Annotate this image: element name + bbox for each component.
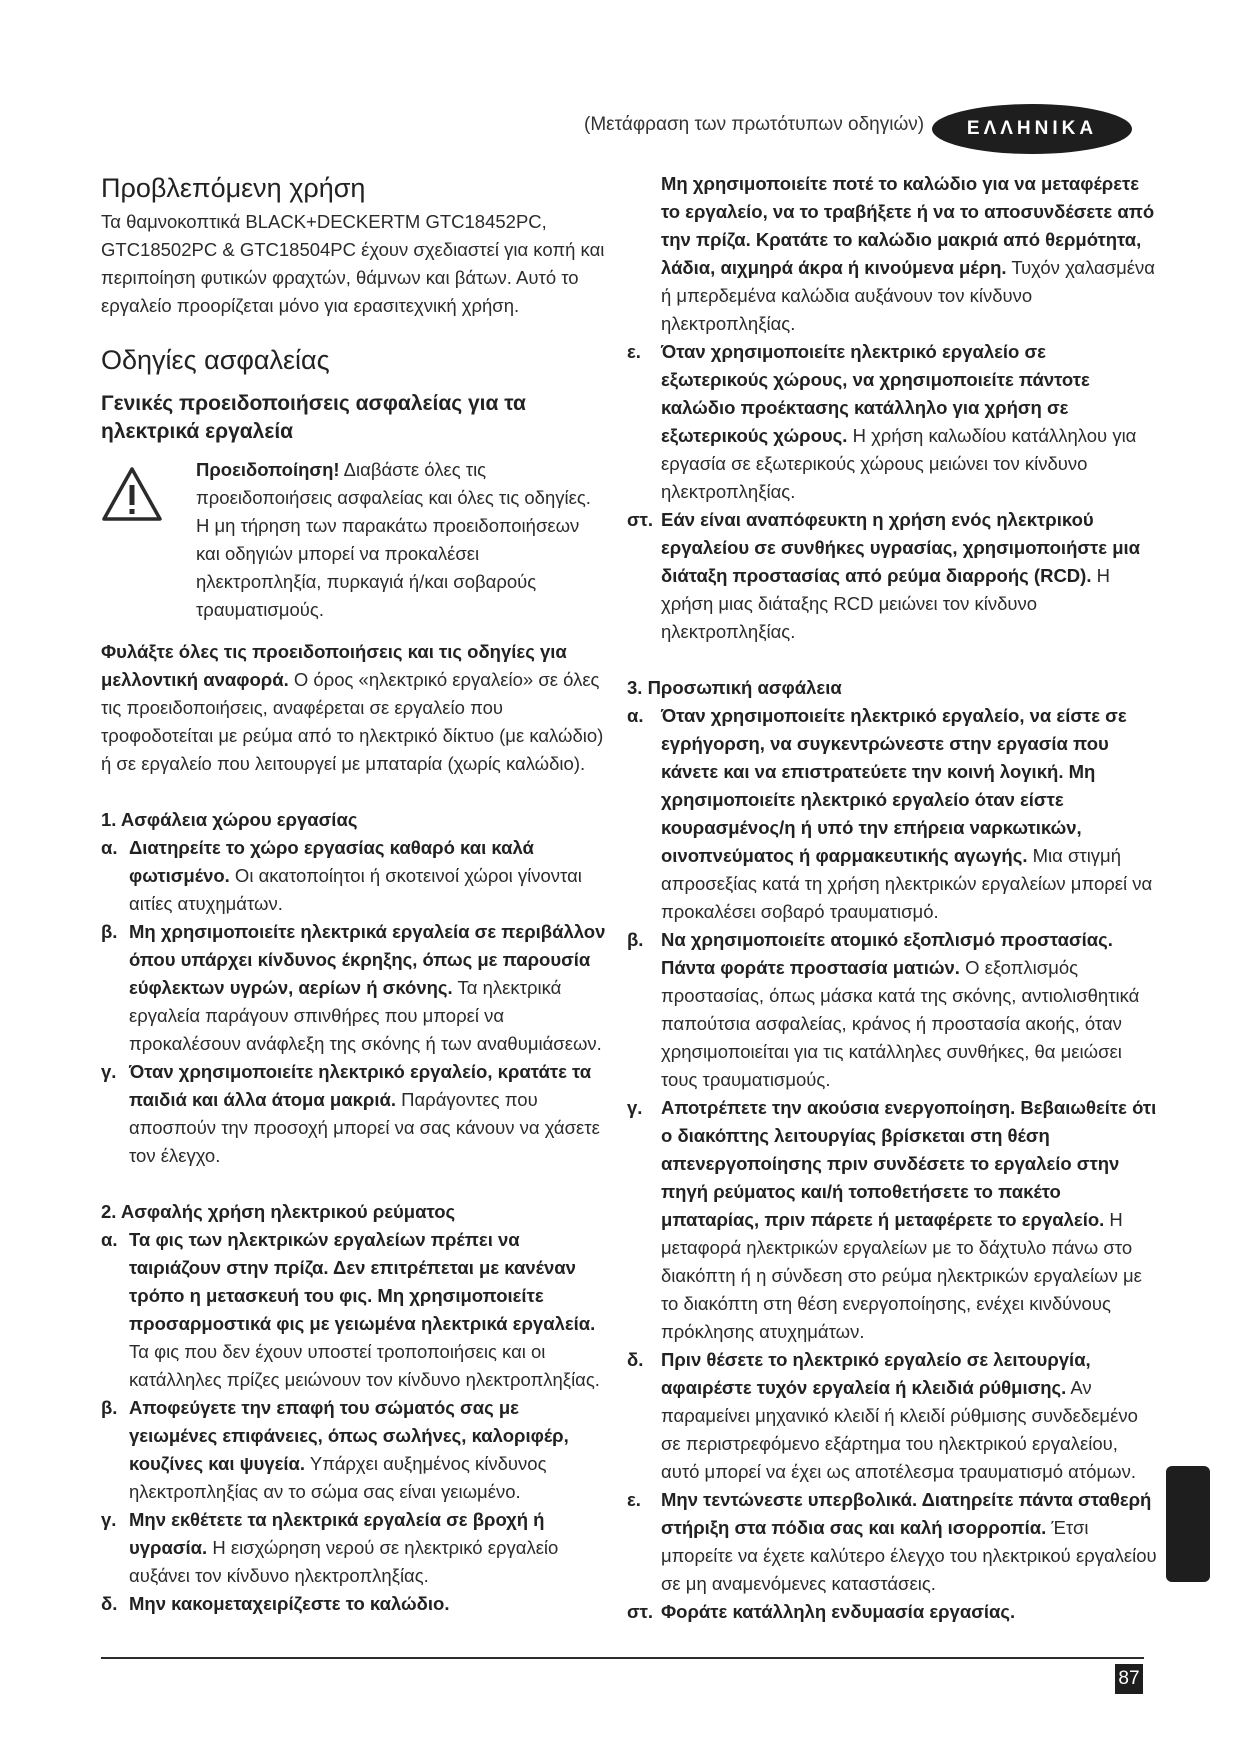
item-text: Η μεταφορά ηλεκτρικών εργαλείων με το δάχτυλο πάνω στο διακόπτη ή η σύνδεση στο ρεύμα ηλεκτρικών εργαλείων με το διακόπτη στη θέση ενεργοποίησης, ενέχει κινδύνους πρόκλησης ατυχημάτων. (661, 1209, 1142, 1342)
warning-label: Προειδοποίηση! (196, 459, 340, 480)
item-label: γ. (627, 1097, 643, 1118)
item-text: Έτσι μπορείτε να έχετε καλύτερο έλεγχο του ηλεκτρικού εργαλείου σε μη αναμενόμενες καταστάσεις. (661, 1517, 1157, 1594)
warning-triangle-icon (101, 456, 196, 624)
item-bold: Μη χρησιμοποιείτε ποτέ το καλώδιο για να μεταφέρετε το εργαλείο, να το τραβήξετε ή να το αποσυνδέσετε από την πρίζα. Κρατάτε το καλώδιο μακριά από θερμότητα, λάδια, αιχμηρά άκρα ή κινούμενα μέρη. (661, 173, 1155, 278)
warning-text (196, 456, 606, 624)
list-item (101, 1058, 606, 1170)
keep-instructions-bold: Φυλάξτε όλες τις προειδοποιήσεις και τις οδηγίες για μελλοντική αναφορά. (101, 641, 567, 690)
page-number: 87 (1115, 1664, 1143, 1694)
item-label: δ. (101, 1593, 118, 1614)
list-item (627, 1094, 1157, 1346)
item-text: Η χρήση μιας διάταξης RCD μειώνει τον κίνδυνο ηλεκτροπληξίας. (661, 565, 1110, 642)
keep-instructions-body: Ο όρος «ηλεκτρικό εργαλείο» σε όλες τις προειδοποιήσεις, αναφέρεται σε εργαλείο που τροφοδοτείται με ρεύμα από το ηλεκτρικό δίκτυο (με καλώδιο) ή σε εργαλείο που λειτουργεί με μπαταρία (χωρίς καλώδιο). (101, 669, 604, 774)
item-label: α. (101, 837, 118, 858)
item-text: Τα ηλεκτρικά εργαλεία παράγουν σπινθήρες που μπορεί να προκαλέσουν ανάφλεξη της σκόνης ή των αναθυμιάσεων. (129, 977, 602, 1054)
list-item (627, 926, 1157, 1094)
list-item (627, 1486, 1157, 1598)
list-item (101, 1506, 606, 1590)
item-bold: Φοράτε κατάλληλη ενδυμασία εργασίας. (661, 1601, 1016, 1622)
section-tab-marker (1166, 1466, 1210, 1582)
electrical-section (101, 1198, 606, 1618)
item-text: Τα φις που δεν έχουν υποστεί τροποποιήσεις και οι κατάλληλες πρίζες μειώνουν τον κίνδυνο ηλεκτροπληξίας. (129, 1341, 600, 1390)
item-bold: Διατηρείτε το χώρο εργασίας καθαρό και καλά φωτισμένο. (129, 837, 534, 886)
list-item (101, 1394, 606, 1506)
item-bold: Μη χρησιμοποιείτε ηλεκτρικά εργαλεία σε περιβάλλον όπου υπάρχει κίνδυνος έκρηξης, όπως με παρουσία εύφλεκτων υγρών, αερίων ή σκόνης. (129, 921, 606, 998)
personal-safety-title: 3. Προσωπική ασφάλεια (627, 677, 842, 698)
work-area-section (101, 806, 606, 1170)
item-bold: Αποφεύγετε την επαφή του σώματός σας με γειωμένες επιφάνειες, όπως σωλήνες, καλοριφέρ, κουζίνες και ψυγεία. (129, 1397, 569, 1474)
item-bold: Μην τεντώνεστε υπερβολικά. Διατηρείτε πάντα σταθερή στήριξη στα πόδια σας και καλή ισορροπία. (661, 1489, 1152, 1538)
list-item (101, 918, 606, 1058)
item-bold: Αποτρέπετε την ακούσια ενεργοποίηση. Βεβαιωθείτε ότι ο διακόπτης λειτουργίας βρίσκεται στη θέση απενεργοποίησης πριν συνδέσετε το εργαλείο στην πηγή ρεύματος και/ή τοποθετήσετε το πακέτο μπαταρίας, πριν πάρετε ή μεταφέρετε το εργαλείο. (661, 1097, 1157, 1230)
list-item (627, 702, 1157, 926)
item-bold: Να χρησιμοποιείτε ατομικό εξοπλισμό προστασίας. Πάντα φοράτε προστασία ματιών. (661, 929, 1113, 978)
item-text: Η χρήση καλωδίου κατάλληλου για εργασία σε εξωτερικούς χώρους μειώνει τον κίνδυνο ηλεκτροπληξίας. (661, 425, 1137, 502)
list-item-continuation (627, 170, 1157, 338)
general-warnings-heading: Γενικές προειδοποιήσεις ασφαλείας για τα ηλεκτρικά εργαλεία (101, 392, 526, 443)
item-text: Υπάρχει αυξημένος κίνδυνος ηλεκτροπληξίας αν το σώμα σας είναι γειωμένο. (129, 1453, 547, 1502)
item-bold: Μην κακομεταχειρίζεστε το καλώδιο. (129, 1593, 450, 1614)
item-label: στ. (627, 1601, 654, 1622)
item-label: ε. (627, 341, 641, 362)
list-item (101, 1226, 606, 1394)
list-item (101, 1590, 606, 1618)
list-item (627, 506, 1157, 646)
list-item (627, 1598, 1157, 1626)
item-label: β. (627, 929, 644, 950)
warning-body: Διαβάστε όλες τις προειδοποιήσεις ασφαλείας και όλες τις οδηγίες. Η μη τήρηση των παρακάτω προειδοποιήσεων και οδηγιών μπορεί να προκαλέσει ηλεκτροπληξία, πυρκαγιά ή/και σοβαρούς τραυματισμούς. (196, 459, 591, 620)
item-text: Παράγοντες που αποσπούν την προσοχή μπορεί να σας κάνουν να χάσετε τον έλεγχο. (129, 1089, 600, 1166)
item-text: Οι ακατοποίητοι ή σκοτεινοί χώροι γίνονται αιτίες ατυχημάτων. (129, 865, 582, 914)
item-label: δ. (627, 1349, 644, 1370)
item-label: α. (627, 705, 644, 726)
footer-divider (101, 1657, 1144, 1659)
intended-use-heading: Προβλεπόμενη χρήση (101, 173, 366, 203)
list-item (627, 1346, 1157, 1486)
item-bold: Εάν είναι αναπόφευκτη η χρήση ενός ηλεκτρικού εργαλείου σε συνθήκες υγρασίας, χρησιμοποιήστε μια διάταξη προστασίας από ρεύμα διαρροής (RCD). (661, 509, 1141, 586)
item-label: γ. (101, 1061, 117, 1082)
item-text: Αν παραμείνει μηχανικό κλειδί ή κλειδί ρύθμισης συνδεδεμένο σε περιστρεφόμενο εξάρτημα του ηλεκτρικού εργαλείου, αυτό μπορεί να έχει ως αποτέλεσμα τραυματισμό ατόμων. (661, 1377, 1138, 1482)
item-text: Μια στιγμή απροσεξίας κατά τη χρήση ηλεκτρικών εργαλείων μπορεί να προκαλέσει σοβαρό τραυματισμό. (661, 845, 1153, 922)
item-text: Τυχόν χαλασμένα ή μπερδεμένα καλώδια αυξάνουν τον κίνδυνο ηλεκτροπληξίας. (661, 257, 1155, 334)
item-label: β. (101, 1397, 118, 1418)
safety-heading: Οδηγίες ασφαλείας (101, 345, 330, 375)
item-text: Η εισχώρηση νερού σε ηλεκτρικό εργαλείο αυξάνει τον κίνδυνο ηλεκτροπληξίας. (129, 1537, 559, 1586)
item-label: ε. (627, 1489, 641, 1510)
item-bold: Πριν θέσετε το ηλεκτρικό εργαλείο σε λειτουργία, αφαιρέστε τυχόν εργαλεία ή κλειδιά ρύθμισης. (661, 1349, 1091, 1398)
list-item (627, 338, 1157, 506)
item-bold: Όταν χρησιμοποιείτε ηλεκτρικό εργαλείο σε εξωτερικούς χώρους, να χρησιμοποιείτε πάντοτε καλώδιο προέκτασης κατάλληλο για χρήση σε εξωτερικούς χώρους. (661, 341, 1090, 446)
item-label: στ. (627, 509, 654, 530)
item-bold: Όταν χρησιμοποιείτε ηλεκτρικό εργαλείο, να είστε σε εγρήγορση, να συγκεντρώνεστε στην εργασία που κάνετε και να επιστρατεύετε την κοινή λογική. Μη χρησιμοποιείτε ηλεκτρικό εργαλείο όταν είστε κουρασμένος/η ή υπό την επήρεια ναρκωτικών, οινοπνεύματος ή φαρμακευτικής αγωγής. (661, 705, 1127, 866)
list-item (101, 834, 606, 918)
right-column (627, 170, 1157, 1626)
item-bold: Όταν χρησιμοποιείτε ηλεκτρικό εργαλείο, κρατάτε τα παιδιά και άλλα άτομα μακριά. (129, 1061, 592, 1110)
item-bold: Τα φις των ηλεκτρικών εργαλείων πρέπει να ταιριάζουν στην πρίζα. Δεν επιτρέπεται με κανέναν τρόπο η μετασκευή του φις. Μη χρησιμοποιείτε προσαρμοστικά φις με γειωμένα ηλεκτρικά εργαλεία. (129, 1229, 596, 1334)
item-label: γ. (101, 1509, 117, 1530)
item-bold: Μην εκθέτετε τα ηλεκτρικά εργαλεία σε βροχή ή υγρασία. (129, 1509, 545, 1558)
warning-block (101, 456, 606, 624)
electrical-title: 2. Ασφαλής χρήση ηλεκτρικού ρεύματος (101, 1201, 456, 1222)
item-label: α. (101, 1229, 118, 1250)
work-area-title: 1. Ασφάλεια χώρου εργασίας (101, 809, 358, 830)
left-column (101, 170, 606, 1618)
keep-instructions (101, 638, 606, 778)
language-badge: ΕΛΛΗΝΙΚΑ (932, 104, 1132, 154)
personal-safety-section (627, 674, 1157, 1626)
item-text: Ο εξοπλισμός προστασίας, όπως μάσκα κατά της σκόνης, αντιολισθητικά παπούτσια ασφαλείας, κράνος ή προστασία ακοής, όταν χρησιμοποιείται για τις κατάλληλες συνθήκες, θα μειώσει τους τραυματισμούς. (661, 957, 1140, 1090)
translation-note: (Μετάφραση των πρωτότυπων οδηγιών) (584, 114, 925, 135)
item-label: β. (101, 921, 118, 942)
intended-use-text: Τα θαμνοκοπτικά BLACK+DECKERTM GTC18452PC, GTC18502PC & GTC18504PC έχουν σχεδιαστεί για κοπή και περιποίηση φυτικών φραχτών, θάμνων και βάτων. Αυτό το εργαλείο προορίζεται μόνο για ερασιτεχνική χρήση. (101, 211, 605, 316)
